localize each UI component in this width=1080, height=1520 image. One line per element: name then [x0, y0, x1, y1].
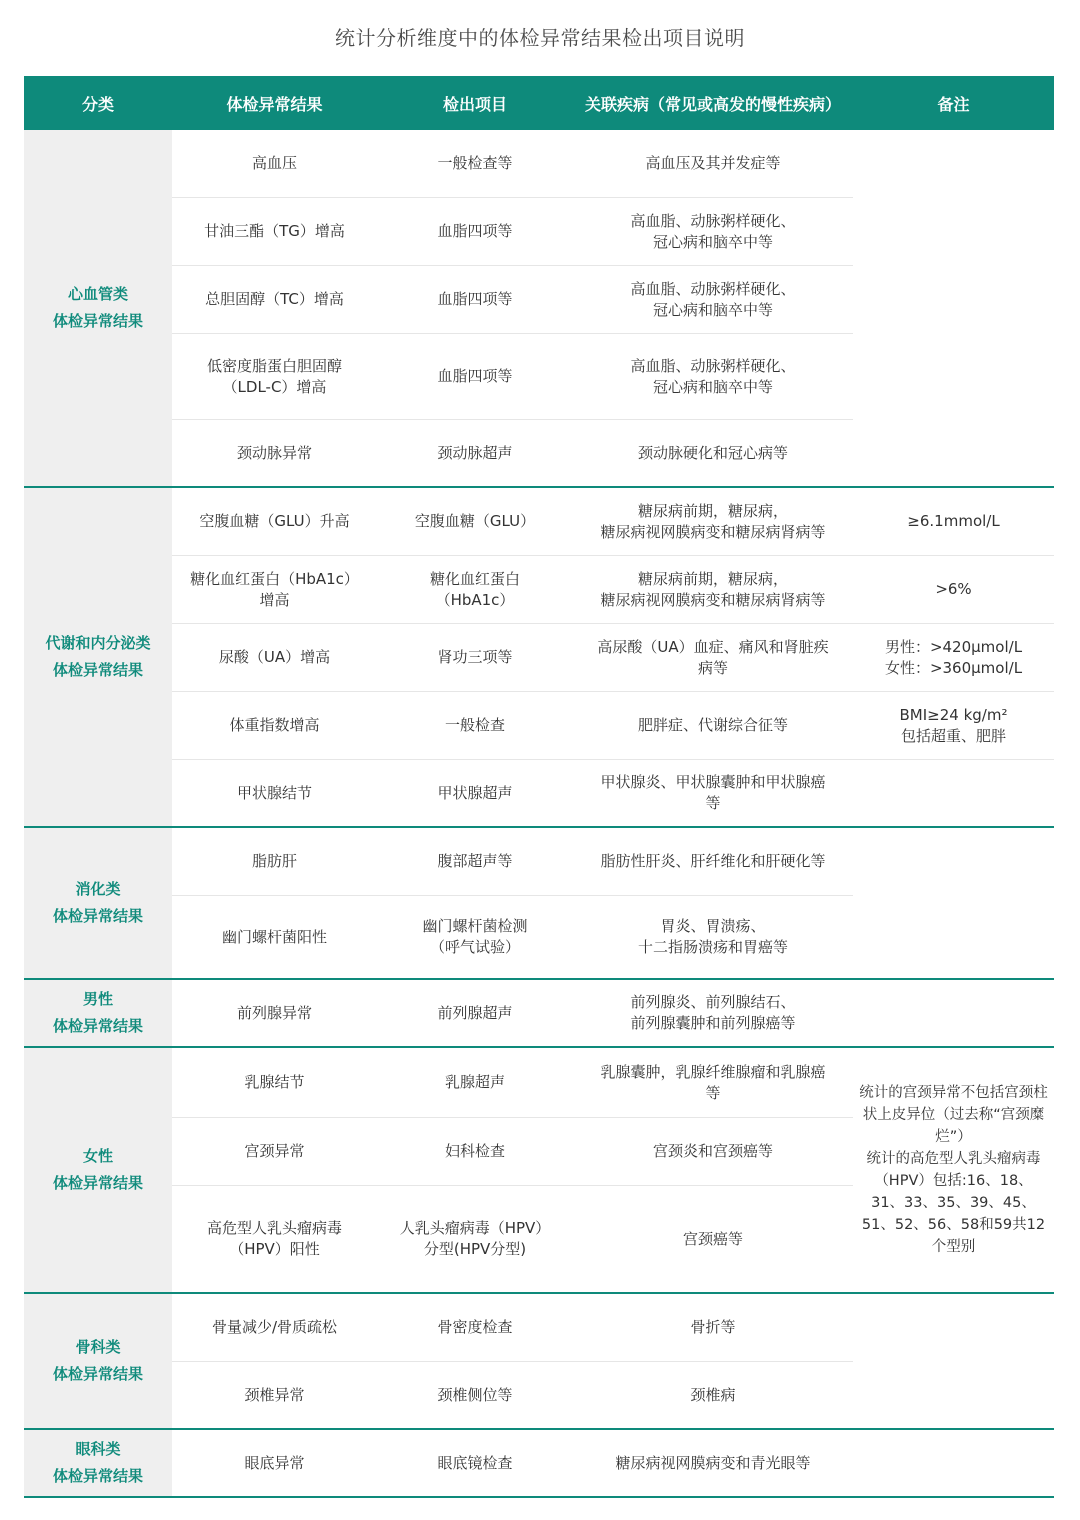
table-row [172, 556, 853, 624]
table-row [172, 198, 853, 266]
table-row [172, 420, 853, 486]
header-category: 分类 [81, 94, 114, 114]
result-cell: 高危型人乳头瘤病毒 （HPV）阳性 [206, 1219, 342, 1258]
disease-cell: 脂肪性肝炎、肝纤维化和肝硬化等 [600, 852, 826, 870]
note-cell: >6% [853, 556, 1054, 624]
disease-cell: 乳腺囊肿，乳腺纤维腺瘤和乳腺癌 等 [600, 1062, 826, 1102]
result-cell: 骨量减少/骨质疏松 [211, 1318, 338, 1336]
item-cell: 颈动脉超声 [437, 443, 513, 462]
table-row [172, 1048, 853, 1118]
disease-cell: 前列腺炎、前列腺结石、 前列腺囊肿和前列腺癌等 [630, 993, 796, 1032]
disease-cell: 胃炎、胃溃疡、 十二指肠溃疡和胃癌等 [637, 917, 788, 956]
item-cell: 眼底镜检查 [437, 1453, 513, 1472]
table-row [172, 760, 853, 826]
item-cell: 糖化血红蛋白 （HbA1c） [429, 569, 520, 609]
table-row [172, 1294, 853, 1362]
table-row [172, 488, 853, 556]
item-cell: 血脂四项等 [437, 290, 513, 308]
disease-cell: 糖尿病视网膜病变和青光眼等 [615, 1453, 811, 1472]
disease-cell: 高血脂、动脉粥样硬化、 冠心病和脑卒中等 [630, 279, 796, 319]
disease-cell: 高血脂、动脉粥样硬化、 冠心病和脑卒中等 [630, 211, 796, 251]
result-cell: 糖化血红蛋白（HbA1c） 增高 [190, 569, 359, 609]
section-ophthalmic [24, 1430, 1054, 1498]
item-cell: 血脂四项等 [437, 222, 513, 240]
item-cell: 颈椎侧位等 [437, 1385, 513, 1404]
note-cell: 统计的宫颈异常不包括宫颈柱状上皮异位（过去称“宫颈糜烂”） 统计的高危型人乳头瘤病毒（HPV）包括:16、18、31、33、35、39、45、51、52、56、58和59共12个型别 [859, 1085, 1048, 1255]
result-cell: 甘油三酯（TG）增高 [204, 222, 345, 240]
header-disease: 关联疾病（常见或高发的慢性疾病） [584, 94, 841, 114]
table-row [172, 828, 853, 896]
result-cell: 乳腺结节 [244, 1073, 305, 1091]
table-row [172, 1118, 853, 1186]
category-label: 眼科类 体检异常结果 [24, 1430, 172, 1496]
page-title: 统计分析维度中的体检异常结果检出项目说明 [335, 26, 745, 50]
item-cell: 一般检查 [444, 716, 505, 734]
result-cell: 体重指数增高 [229, 716, 320, 734]
table-row [172, 692, 853, 760]
item-cell: 一般检查等 [437, 154, 513, 172]
item-cell: 乳腺超声 [444, 1073, 505, 1091]
table-row [172, 896, 853, 978]
abnormal-results-table [24, 76, 1054, 1498]
result-cell: 总胆固醇（TC）增高 [205, 290, 344, 308]
result-cell: 高血压 [251, 154, 297, 172]
section-female [24, 1048, 1054, 1294]
result-cell: 幽门螺杆菌阳性 [221, 927, 327, 946]
disease-cell: 颈动脉硬化和冠心病等 [637, 443, 788, 462]
item-cell: 骨密度检查 [437, 1318, 513, 1336]
result-cell: 颈椎异常 [244, 1385, 305, 1404]
table-row [172, 980, 853, 1046]
section-cardiovascular [24, 130, 1054, 488]
note-cell: ≥6.1mmol/L [853, 488, 1054, 556]
item-cell: 幽门螺杆菌检测 （呼气试验） [422, 917, 528, 956]
table-row [172, 624, 853, 692]
table-row [172, 266, 853, 334]
category-label: 消化类 体检异常结果 [24, 828, 172, 978]
note-cell: 男性：>420μmol/L 女性：>360μmol/L [853, 624, 1054, 692]
table-header [24, 76, 1054, 130]
item-cell: 空腹血糖（GLU） [414, 512, 536, 530]
item-cell: 腹部超声等 [437, 852, 513, 870]
disease-cell: 甲状腺炎、甲状腺囊肿和甲状腺癌 等 [600, 773, 826, 812]
note-cell: BMI≥24 kg/m² 包括超重、肥胖 [853, 692, 1054, 760]
note-cell [853, 760, 1054, 826]
disease-cell: 高血脂、动脉粥样硬化、 冠心病和脑卒中等 [630, 356, 796, 396]
table-row [172, 1186, 853, 1292]
result-cell: 尿酸（UA）增高 [218, 648, 331, 666]
header-item: 检出项目 [442, 94, 507, 114]
result-cell: 宫颈异常 [244, 1142, 305, 1160]
result-cell: 前列腺异常 [236, 1003, 312, 1022]
header-note: 备注 [937, 94, 970, 114]
section-digestive [24, 828, 1054, 980]
note-cell [853, 1294, 1054, 1428]
result-cell: 颈动脉异常 [236, 443, 312, 462]
category-label: 心血管类 体检异常结果 [24, 130, 172, 486]
table-row [172, 1430, 853, 1496]
note-cell [853, 130, 1054, 486]
disease-cell: 骨折等 [690, 1318, 736, 1336]
result-cell: 脂肪肝 [251, 852, 297, 870]
result-cell: 眼底异常 [244, 1453, 305, 1472]
section-orthopedic [24, 1294, 1054, 1430]
note-cell [853, 980, 1054, 1046]
header-result: 体检异常结果 [226, 94, 323, 114]
disease-cell: 高血压及其并发症等 [645, 154, 781, 172]
item-cell: 前列腺超声 [437, 1003, 513, 1022]
disease-cell: 颈椎病 [690, 1385, 736, 1404]
disease-cell: 宫颈癌等 [682, 1229, 743, 1248]
disease-cell: 糖尿病前期，糖尿病， 糖尿病视网膜病变和糖尿病肾病等 [600, 569, 826, 609]
item-cell: 人乳头瘤病毒（HPV） 分型(HPV分型) [399, 1219, 551, 1258]
disease-cell: 肥胖症、代谢综合征等 [637, 716, 788, 734]
item-cell: 甲状腺超声 [437, 783, 513, 802]
note-cell [853, 828, 1054, 978]
result-cell: 低密度脂蛋白胆固醇 （LDL-C）增高 [206, 356, 342, 396]
disease-cell: 糖尿病前期，糖尿病， 糖尿病视网膜病变和糖尿病肾病等 [600, 501, 826, 541]
disease-cell: 宫颈炎和宫颈癌等 [652, 1142, 773, 1160]
item-cell: 肾功三项等 [437, 648, 513, 666]
result-cell: 甲状腺结节 [236, 783, 312, 802]
result-cell: 空腹血糖（GLU）升高 [199, 512, 350, 530]
table-row [172, 334, 853, 420]
item-cell: 血脂四项等 [437, 367, 513, 385]
table-row [172, 130, 853, 198]
table-row [172, 1362, 853, 1428]
category-label: 男性 体检异常结果 [24, 980, 172, 1046]
item-cell: 妇科检查 [444, 1142, 505, 1160]
section-male [24, 980, 1054, 1048]
section-metabolic [24, 488, 1054, 828]
category-label: 骨科类 体检异常结果 [24, 1294, 172, 1428]
category-label: 女性 体检异常结果 [24, 1048, 172, 1292]
category-label: 代谢和内分泌类 体检异常结果 [24, 488, 172, 826]
note-cell [853, 1430, 1054, 1496]
disease-cell: 高尿酸（UA）血症、痛风和肾脏疾 病等 [597, 637, 829, 677]
